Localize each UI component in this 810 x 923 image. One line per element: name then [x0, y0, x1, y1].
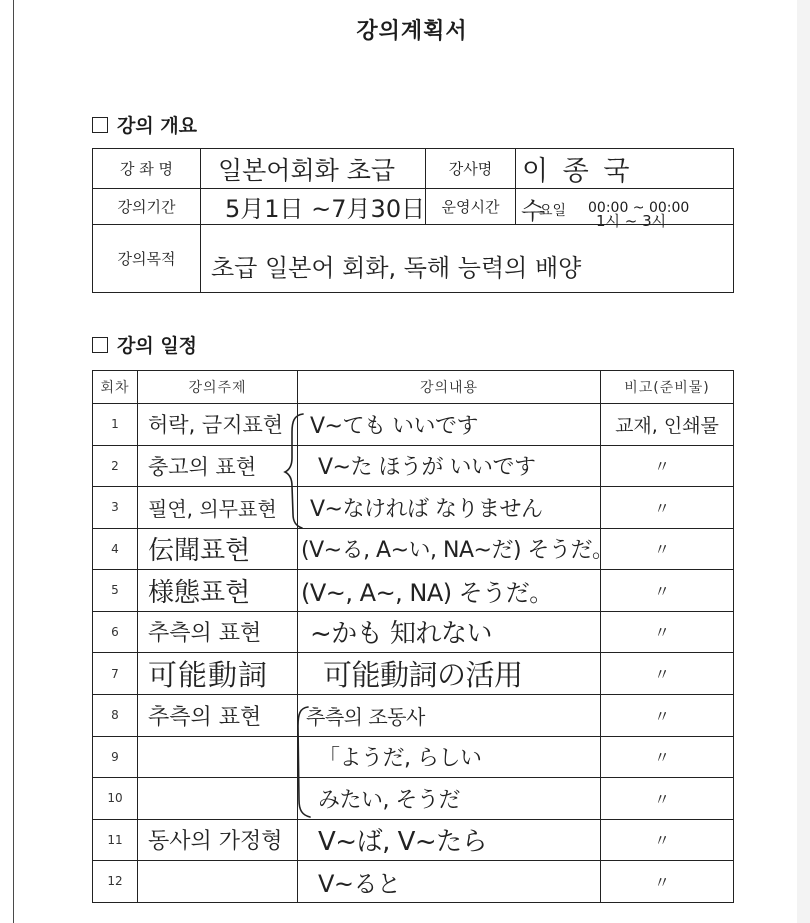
- purpose-value: 초급 일본어 회화, 독해 능력의 배양: [201, 225, 734, 293]
- session-number: 5: [93, 570, 138, 612]
- session-notes: 〃: [601, 819, 734, 861]
- schedule-row: [93, 861, 734, 903]
- schedule-row: [93, 570, 734, 612]
- schedule-row: [93, 445, 734, 487]
- schedule-row: [93, 611, 734, 653]
- session-content: 可能動詞の活用: [298, 653, 601, 695]
- session-content: V~ても いいです: [298, 404, 601, 446]
- session-number: 1: [93, 404, 138, 446]
- session-notes: 〃: [601, 528, 734, 570]
- column-header-session: 회차: [93, 371, 138, 404]
- session-notes: 〃: [601, 736, 734, 778]
- page-edge-right: [797, 0, 810, 923]
- session-notes: 〃: [601, 653, 734, 695]
- hours-value: [516, 191, 733, 230]
- session-notes: 교재, 인쇄물: [601, 404, 734, 446]
- checkbox-icon: [92, 337, 108, 353]
- session-notes: 〃: [601, 861, 734, 903]
- hours-day: 수: [521, 197, 545, 225]
- overview-heading-text: 강의 개요: [117, 115, 198, 137]
- session-notes: 〃: [601, 611, 734, 653]
- session-topic: 추측의 표현: [138, 695, 298, 737]
- instructor-value: 이 종 국: [516, 149, 734, 189]
- session-content: みたい, そうだ: [298, 778, 601, 820]
- column-header-notes: 비고(준비물): [601, 371, 734, 404]
- session-content: (V~, A~, NA) そうだ。: [298, 570, 601, 612]
- session-topic: [138, 861, 298, 903]
- overview-row-course: [93, 149, 734, 189]
- session-content: 「ようだ, らしい: [298, 736, 601, 778]
- session-number: 3: [93, 487, 138, 529]
- session-number: 10: [93, 778, 138, 820]
- session-content: V~た ほうが いいです: [298, 445, 601, 487]
- schedule-row: [93, 487, 734, 529]
- column-header-topic: 강의주제: [138, 371, 298, 404]
- hours-time-handwritten: 1시 ~ 3시: [596, 212, 667, 230]
- course-name-label: 강 좌 명: [93, 149, 201, 189]
- session-topic: 可能動詞: [138, 653, 298, 695]
- column-header-content: 강의내용: [298, 371, 601, 404]
- hours-label: 운영시간: [426, 189, 516, 225]
- session-number: 11: [93, 819, 138, 861]
- schedule-header-row: [93, 371, 734, 404]
- schedule-heading-text: 강의 일정: [117, 335, 198, 357]
- schedule-heading: [92, 331, 197, 358]
- overview-heading: [92, 111, 197, 138]
- overview-row-period: [93, 189, 734, 225]
- session-number: 9: [93, 736, 138, 778]
- session-topic: 伝聞표현: [138, 528, 298, 570]
- schedule-row: [93, 653, 734, 695]
- schedule-row: [93, 736, 734, 778]
- schedule-row: [93, 528, 734, 570]
- page-edge-left: [13, 0, 14, 923]
- session-number: 8: [93, 695, 138, 737]
- course-name-value: 일본어회화 초급: [201, 149, 426, 189]
- session-content: 추측의 조동사: [298, 695, 601, 737]
- purpose-label: 강의목적: [93, 225, 201, 293]
- schedule-row: [93, 404, 734, 446]
- session-topic: [138, 778, 298, 820]
- session-topic: 충고의 표현: [138, 445, 298, 487]
- session-notes: 〃: [601, 445, 734, 487]
- hours-time-printed: 00:00 ~ 00:00: [588, 200, 690, 216]
- session-topic: 추측의 표현: [138, 611, 298, 653]
- hours-day-suffix: 요일: [539, 203, 567, 219]
- session-topic: 様態표현: [138, 570, 298, 612]
- session-content: V~なければ なりません: [298, 487, 601, 529]
- overview-row-purpose: [93, 225, 734, 293]
- session-notes: 〃: [601, 487, 734, 529]
- period-value: 5月1日 ~7月30日: [201, 189, 426, 225]
- hours-cell: [516, 189, 734, 230]
- session-topic: 동사의 가정형: [138, 819, 298, 861]
- overview-table: [92, 148, 734, 293]
- period-label: 강의기간: [93, 189, 201, 225]
- session-content: V~ると: [298, 861, 601, 903]
- checkbox-icon: [92, 117, 108, 133]
- session-number: 6: [93, 611, 138, 653]
- session-content: ~かも 知れない: [298, 611, 601, 653]
- session-notes: 〃: [601, 695, 734, 737]
- schedule-table: [92, 370, 734, 903]
- document-title: 강의계획서: [356, 19, 468, 44]
- session-number: 4: [93, 528, 138, 570]
- instructor-label: 강사명: [426, 149, 516, 189]
- schedule-row: [93, 819, 734, 861]
- session-number: 12: [93, 861, 138, 903]
- session-number: 7: [93, 653, 138, 695]
- schedule-row: [93, 695, 734, 737]
- session-content: (V~る, A~い, NA~だ) そうだ。: [298, 528, 601, 570]
- session-notes: 〃: [601, 570, 734, 612]
- session-content: V~ば, V~たら: [298, 819, 601, 861]
- session-topic: [138, 736, 298, 778]
- session-topic: 허락, 금지표현: [138, 404, 298, 446]
- session-topic: 필연, 의무표현: [138, 487, 298, 529]
- session-number: 2: [93, 445, 138, 487]
- schedule-row: [93, 778, 734, 820]
- session-notes: 〃: [601, 778, 734, 820]
